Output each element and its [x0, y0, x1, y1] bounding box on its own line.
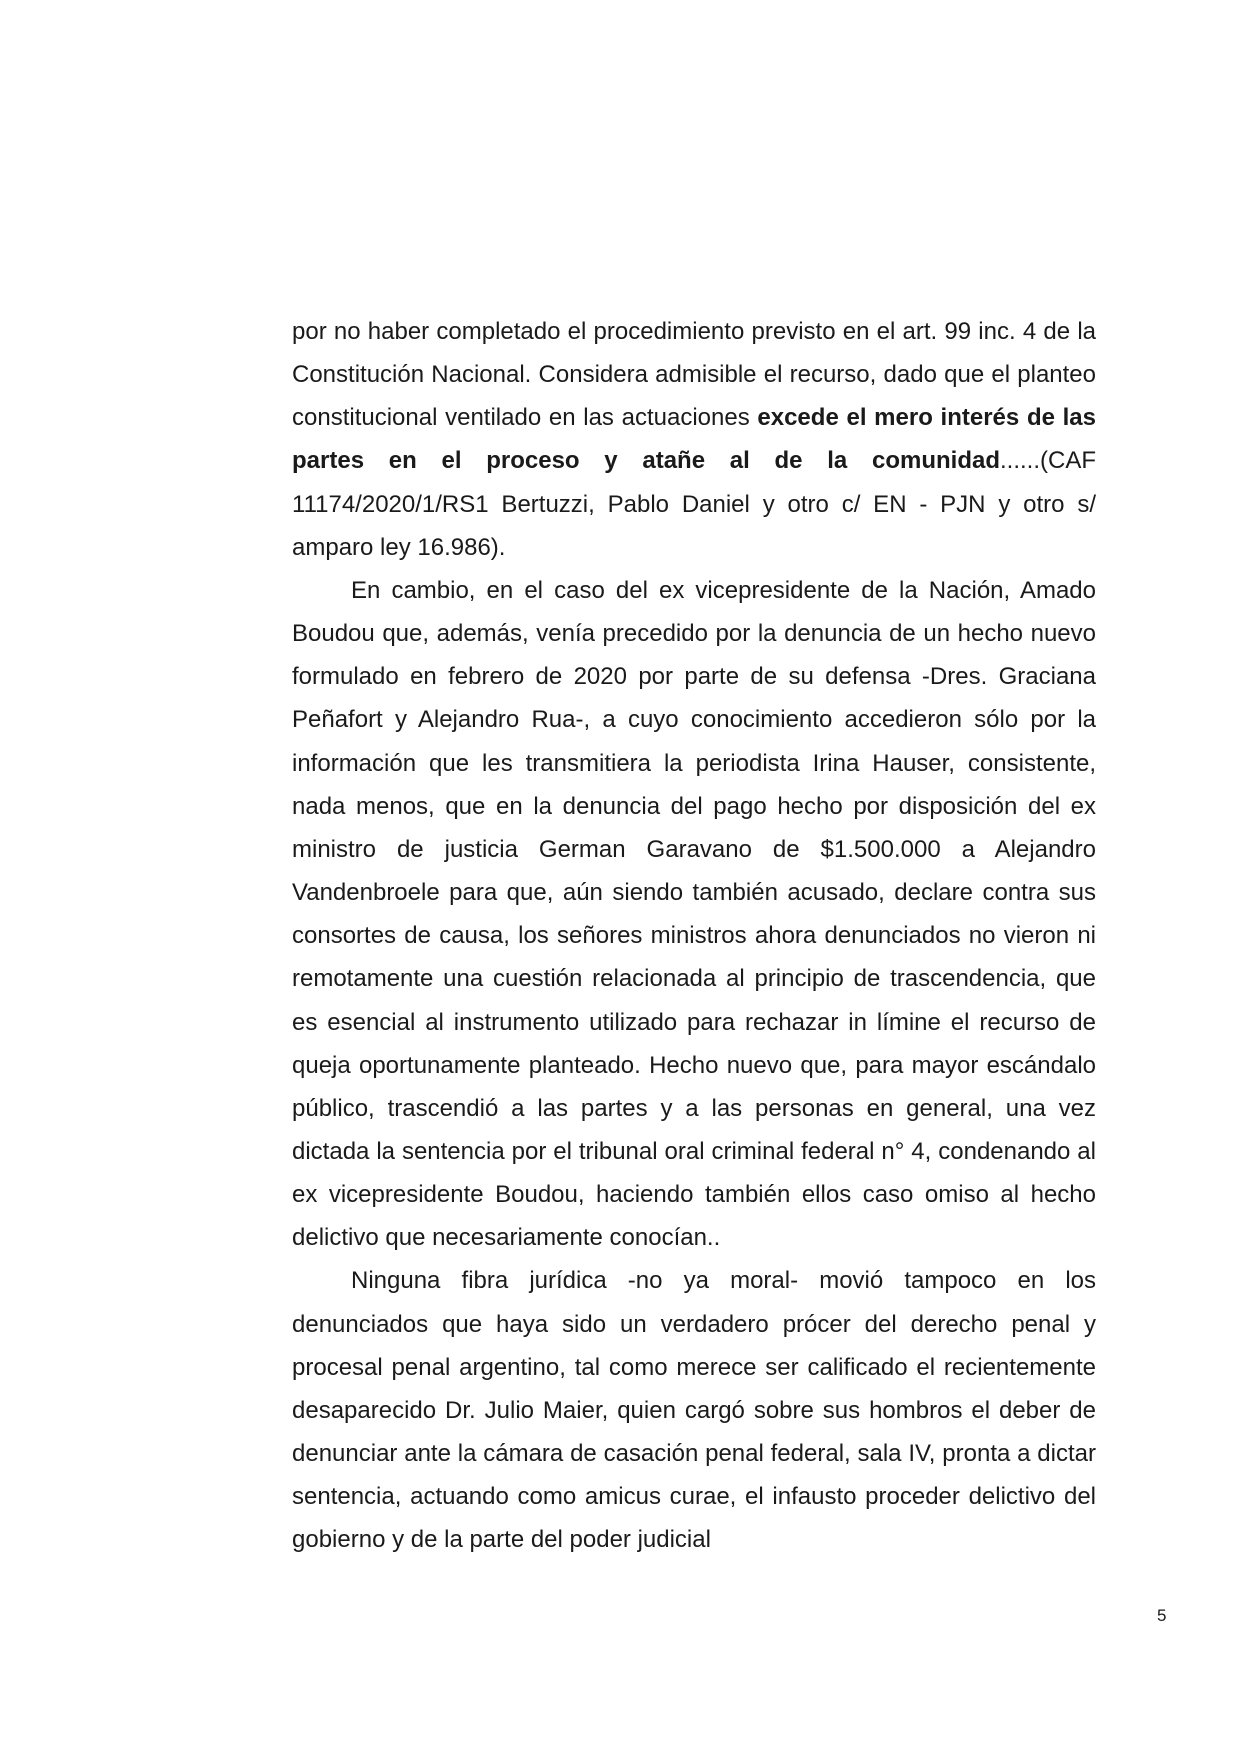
paragraph-1-text: por no haber completado el procedimiento previsto en el art. 99 inc. 4 de la Constitución Nacional. Considera admisible el recurso, dado que el planteo constitucional ventilado en las actuaciones [292, 318, 1096, 432]
page-number: 5 [1157, 1606, 1167, 1625]
paragraph-2 [292, 569, 1096, 1260]
paragraph-1-citation: ......(CAF 11174/2020/1/RS1 Bertuzzi, Pablo Daniel y otro c/ EN - PJN y otro s/ amparo ley 16.986). [292, 447, 1096, 561]
paragraph-3-text: Ninguna fibra jurídica -no ya moral- movió tampoco en los denunciados que haya sido un verdadero prócer del derecho penal y procesal penal argentino, tal como merece ser calificado el recientemente desaparecido Dr. Julio Maier, quien cargó sobre sus hombros el deber de denunciar ante la cámara de casación penal federal, sala IV, pronta a dictar sentencia, actuando como amicus curae, el infausto proceder delictivo del gobierno y de la parte del poder judicial [292, 1267, 1096, 1554]
paragraph-3 [292, 1259, 1096, 1561]
document-body [292, 310, 1096, 1562]
paragraph-2-text: En cambio, en el caso del ex vicepresidente de la Nación, Amado Boudou que, además, venía precedido por la denuncia de un hecho nuevo formulado en febrero de 2020 por parte de su defensa -Dres. Graciana Peñafort y Alejandro Rua-, a cuyo conocimiento accedieron sólo por la información que les transmitiera la periodista Irina Hauser, consistente, nada menos, que en la denuncia del pago hecho por disposición del ex ministro de justicia German Garavano de $1.500.000 a Alejandro Vandenbroele para que, aún siendo también acusado, declare contra sus consortes de causa, los señores ministros ahora denunciados no vieron ni remotamente una cuestión relacionada al principio de trascendencia, que es esencial al instrumento utilizado para rechazar in límine el recurso de queja oportunamente planteado. Hecho nuevo que, para mayor escándalo público, trascendió a las partes y a las personas en general, una vez dictada la sentencia por el tribunal oral criminal federal n° 4, condenando al ex vicepresidente Boudou, haciendo también ellos caso omiso al hecho delictivo que necesariamente conocían.. [292, 576, 1096, 1252]
paragraph-1-bold-text: excede el mero interés de las partes en el proceso y atañe al de la comunidad [292, 404, 1097, 475]
paragraph-1 [292, 310, 1096, 569]
